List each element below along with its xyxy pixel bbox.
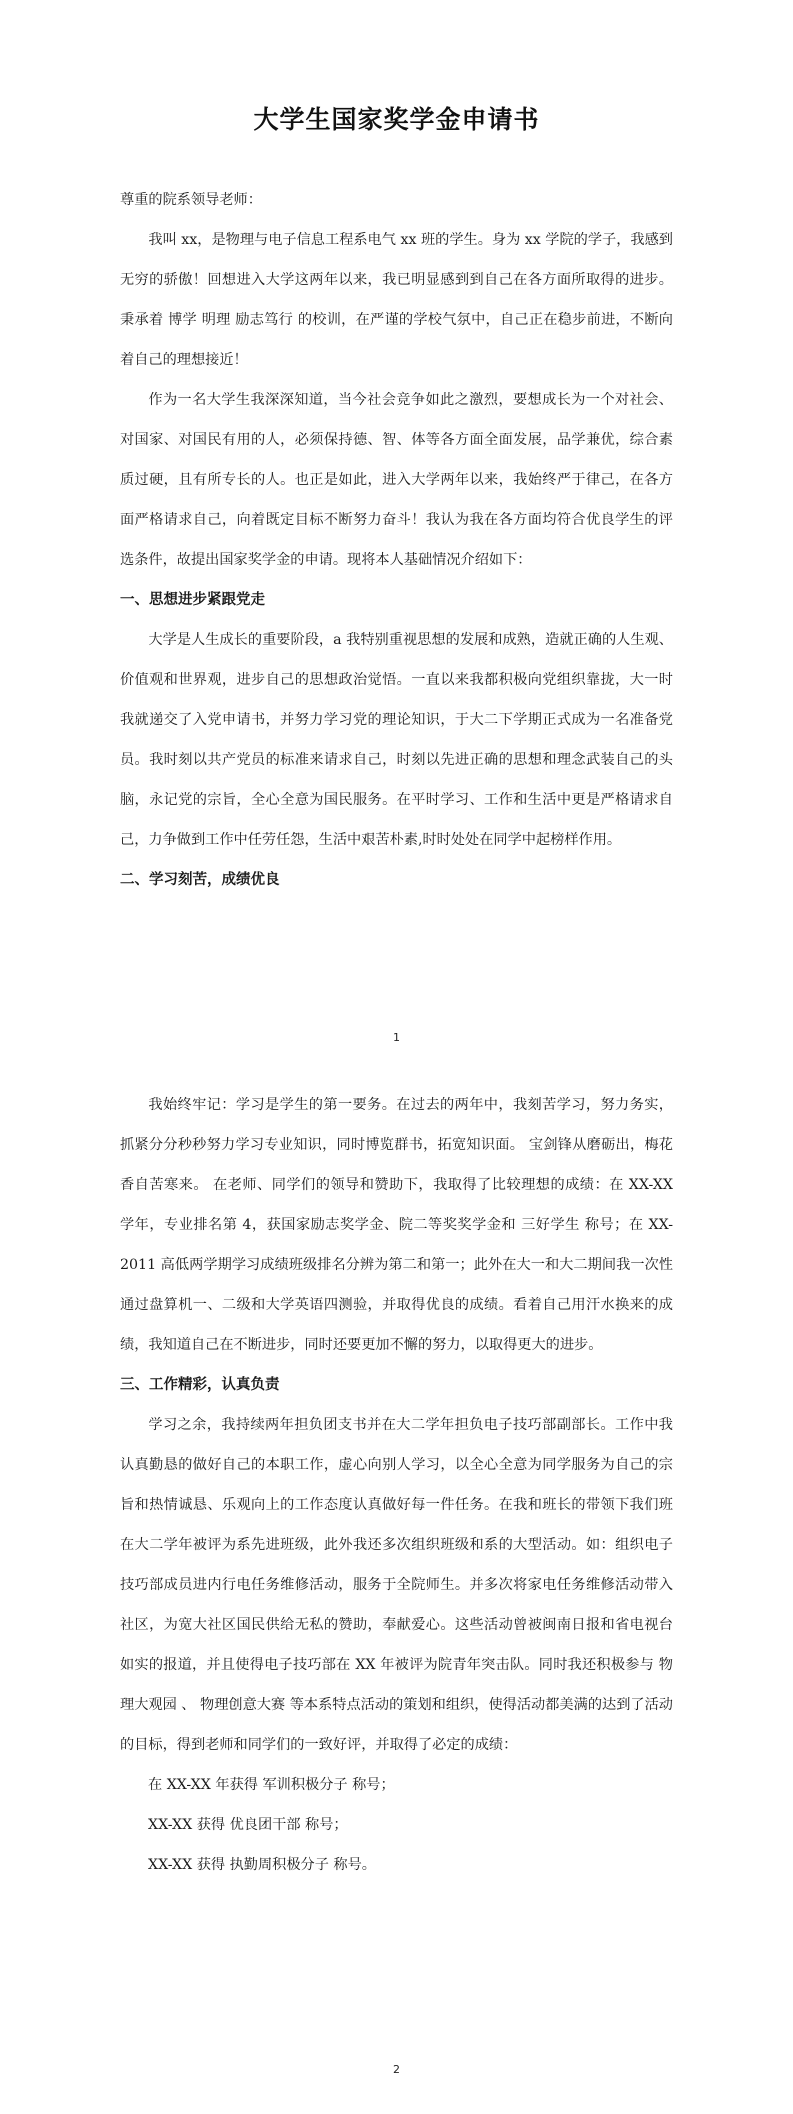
background-paragraph: 作为一名大学生我深深知道，当今社会竞争如此之激烈，要想成长为一个对社会、对国家、对国民有用的人，必须保持德、智、体等各方面全面发展，品学兼优，综合素质过硬，且有所专长的人。也正是如此，进入大学两年以来，我始终严于律己，在各方面严格请求自己，向着既定目标不断努力奋斗！我认为我在各方面均符合优良学生的评选条件，故提出国家奖学金的申请。现将本人基础情况介绍如下： (120, 392, 673, 568)
salutation: 尊重的院系领导老师： (120, 192, 262, 208)
section-2-heading: 二、学习刻苦，成绩优良 (120, 872, 280, 888)
award-item: 在 XX-XX 年获得 军训积极分子 称号； (148, 1777, 395, 1793)
award-item: XX-XX 获得 执勤周积极分子 称号。 (148, 1857, 376, 1873)
page-1-body (120, 180, 673, 900)
page-2-body (120, 1085, 673, 1885)
document-title: 大学生国家奖学金申请书 (253, 105, 540, 134)
section-3-paragraph: 学习之余，我持续两年担负团支书并在大二学年担负电子技巧部副部长。工作中我认真勤恳的做好自己的本职工作，虚心向别人学习，以全心全意为同学服务为自己的宗旨和热情诚恳、乐观向上的工作态度认真做好每一件任务。在我和班长的带领下我们班在大二学年被评为系先进班级，此外我还多次组织班级和系的大型活动。如：组织电子技巧部成员进内行电任务维修活动，服务于全院师生。并多次将家电任务维修活动带入社区，为宽大社区国民供给无私的赞助，奉献爱心。这些活动曾被闽南日报和省电视台如实的报道，并且使得电子技巧部在 XX 年被评为院青年突击队。同时我还积极参与 物理大观园 、 物理创意大赛 等本系特点活动的策划和组织，使得活动都美满的达到了活动的目标，得到老师和同学们的一致好评，并取得了必定的成绩： (120, 1417, 673, 1753)
section-1-heading: 一、思想进步紧跟党走 (120, 592, 265, 608)
section-3-heading: 三、工作精彩，认真负责 (120, 1377, 280, 1393)
section-1-paragraph: 大学是人生成长的重要阶段，a 我特别重视思想的发展和成熟，造就正确的人生观、价值观和世界观，进步自己的思想政治觉悟。一直以来我都积极向党组织靠拢，大一时我就递交了入党申请书，并努力学习党的理论知识，于大二下学期正式成为一名准备党员。我时刻以共产党员的标准来请求自己，时刻以先进正确的思想和理念武装自己的头脑，永记党的宗旨，全心全意为国民服务。在平时学习、工作和生活中更是严格请求自己，力争做到工作中任劳任怨，生活中艰苦朴素,时时处处在同学中起榜样作用。 (120, 632, 673, 848)
page-number: 1 (393, 1031, 400, 1044)
intro-paragraph: 我叫 xx，是物理与电子信息工程系电气 xx 班的学生。身为 xx 学院的学子，我感到无穷的骄傲！回想进入大学这两年以来，我已明显感到到自己在各方面所取得的进步。秉承着 博学 明理 励志笃行 的校训，在严谨的学校气氛中，自己正在稳步前进，不断向着自己的理想接近！ (120, 232, 673, 368)
section-2-paragraph: 我始终牢记：学习是学生的第一要务。在过去的两年中，我刻苦学习，努力务实，抓紧分分秒秒努力学习专业知识，同时博览群书，拓宽知识面。 宝剑锋从磨砺出，梅花香自苦寒来。 在老师、同学们的领导和赞助下，我取得了比较理想的成绩：在 XX-XX 学年，专业排名第 4，获国家励志奖学金、院二等奖奖学金和 三好学生 称号；在 XX-2011 高低两学期学习成绩班级排名分辨为第二和第一；此外在大一和大二期间我一次性通过盘算机一、二级和大学英语四测验，并取得优良的成绩。看着自己用汗水换来的成绩，我知道自己在不断进步，同时还要更加不懈的努力，以取得更大的进步。 (120, 1097, 673, 1353)
award-item: XX-XX 获得 优良团干部 称号； (148, 1817, 348, 1833)
page-number: 2 (393, 2063, 400, 2076)
